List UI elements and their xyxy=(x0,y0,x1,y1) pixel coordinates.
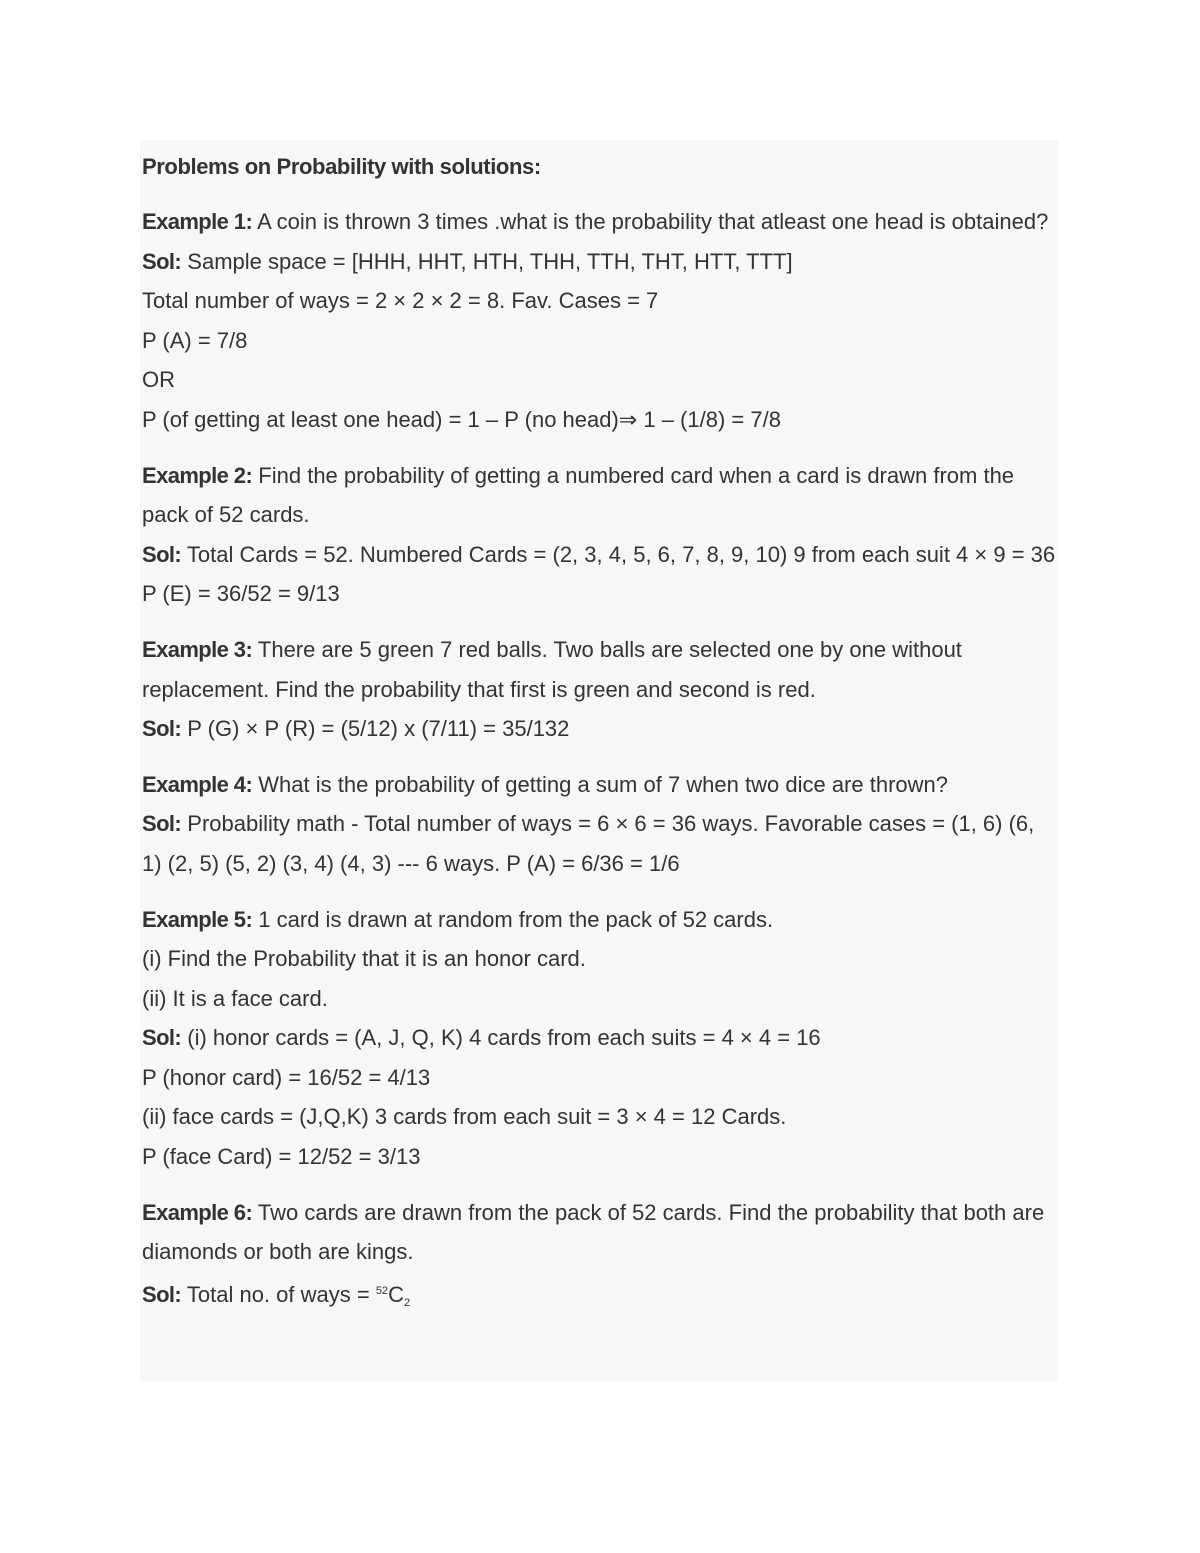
sol-label: Sol: xyxy=(142,1281,182,1307)
solution-text: (i) honor cards = (A, J, Q, K) 4 cards from each suits = 4 × 4 = 16 xyxy=(187,1025,821,1051)
example-question xyxy=(142,456,1058,535)
sol-label: Sol: xyxy=(142,716,182,742)
solution-line xyxy=(142,1018,1058,1058)
question-text: What is the probability of getting a sum of 7 when two dice are thrown? xyxy=(258,771,948,797)
example-label: Example 4: xyxy=(142,771,253,797)
example-6 xyxy=(142,1193,1058,1324)
question-text: A coin is thrown 3 times .what is the probability that atleast one head is obtained? xyxy=(257,209,1049,234)
solution-line: P (honor card) = 16/52 = 4/13 xyxy=(142,1064,431,1090)
question-part: (i) Find the Probability that it is an honor card. xyxy=(142,946,586,972)
example-2 xyxy=(142,456,1058,614)
example-label: Example 3: xyxy=(142,636,253,662)
example-question xyxy=(142,765,1058,805)
example-1 xyxy=(142,202,1058,440)
solution-text: Total no. of ways = xyxy=(186,1281,376,1307)
example-question xyxy=(142,202,1058,242)
question-text: Two cards are drawn from the pack of 52 cards. Find the probability that both are diamonds or both are kings. xyxy=(142,1199,1045,1265)
combination-notation xyxy=(376,1282,410,1307)
question-text: 1 card is drawn at random from the pack of 52 cards. xyxy=(258,906,774,932)
document-content xyxy=(140,140,1058,1382)
solution-line: (ii) face cards = (J,Q,K) 3 cards from each suit = 3 × 4 = 12 Cards. xyxy=(142,1104,787,1130)
solution-line xyxy=(142,1272,1058,1324)
solution-line xyxy=(142,535,1058,575)
solution-line: P (of getting at least one head) = 1 – P (no head)⇒ 1 – (1/8) = 7/8 xyxy=(142,406,781,432)
solution-line: P (E) = 36/52 = 9/13 xyxy=(142,581,340,607)
solution-line: P (face Card) = 12/52 = 3/13 xyxy=(142,1144,421,1170)
example-4 xyxy=(142,765,1058,884)
example-3 xyxy=(142,630,1058,749)
example-label: Example 1: xyxy=(142,209,253,234)
question-part: (ii) It is a face card. xyxy=(142,985,328,1011)
solution-text: P (G) × P (R) = (5/12) x (7/11) = 35/132 xyxy=(187,716,570,742)
example-question xyxy=(142,630,1058,709)
solution-line xyxy=(142,804,1058,883)
example-question xyxy=(142,1193,1058,1272)
example-label: Example 6: xyxy=(142,1199,253,1225)
example-5 xyxy=(142,900,1058,1177)
question-text: Find the probability of getting a numbered card when a card is drawn from the pack of 52 cards. xyxy=(142,462,1015,528)
sol-label: Sol: xyxy=(142,811,182,837)
sol-label: Sol: xyxy=(142,248,182,274)
sol-label: Sol: xyxy=(142,541,182,567)
question-text: There are 5 green 7 red balls. Two balls are selected one by one without replacement. Find the probability that first is green and second is red. xyxy=(142,636,962,702)
solution-line: OR xyxy=(142,367,175,393)
solution-text: Probability math - Total number of ways = 6 × 6 = 36 ways. Favorable cases = (1, 6) (6, 1) (2, 5) (5, 2) (3, 4) (4, 3) --- 6 ways. P (A) = 6/36 = 1/6 xyxy=(142,811,1035,876)
sol-label: Sol: xyxy=(142,1025,182,1051)
example-question xyxy=(142,900,1058,940)
combination-symbol: C xyxy=(388,1281,404,1307)
example-label: Example 2: xyxy=(142,462,253,488)
solution-line xyxy=(142,709,1058,749)
solution-text: Total Cards = 52. Numbered Cards = (2, 3, 4, 5, 6, 7, 8, 9, 10) 9 from each suit 4 × 9 = 36 xyxy=(186,541,1056,567)
solution-text: Sample space = [HHH, HHT, HTH, THH, TTH, THT, HTT, TTT] xyxy=(187,248,793,274)
solution-line xyxy=(142,242,1058,282)
page-title: Problems on Probability with solutions: xyxy=(142,154,541,179)
example-label: Example 5: xyxy=(142,906,253,932)
solution-line: P (A) = 7/8 xyxy=(142,327,248,353)
combination-r: 2 xyxy=(403,1296,411,1309)
solution-line: Total number of ways = 2 × 2 × 2 = 8. Fav. Cases = 7 xyxy=(142,288,659,314)
combination-n: 52 xyxy=(375,1284,389,1297)
